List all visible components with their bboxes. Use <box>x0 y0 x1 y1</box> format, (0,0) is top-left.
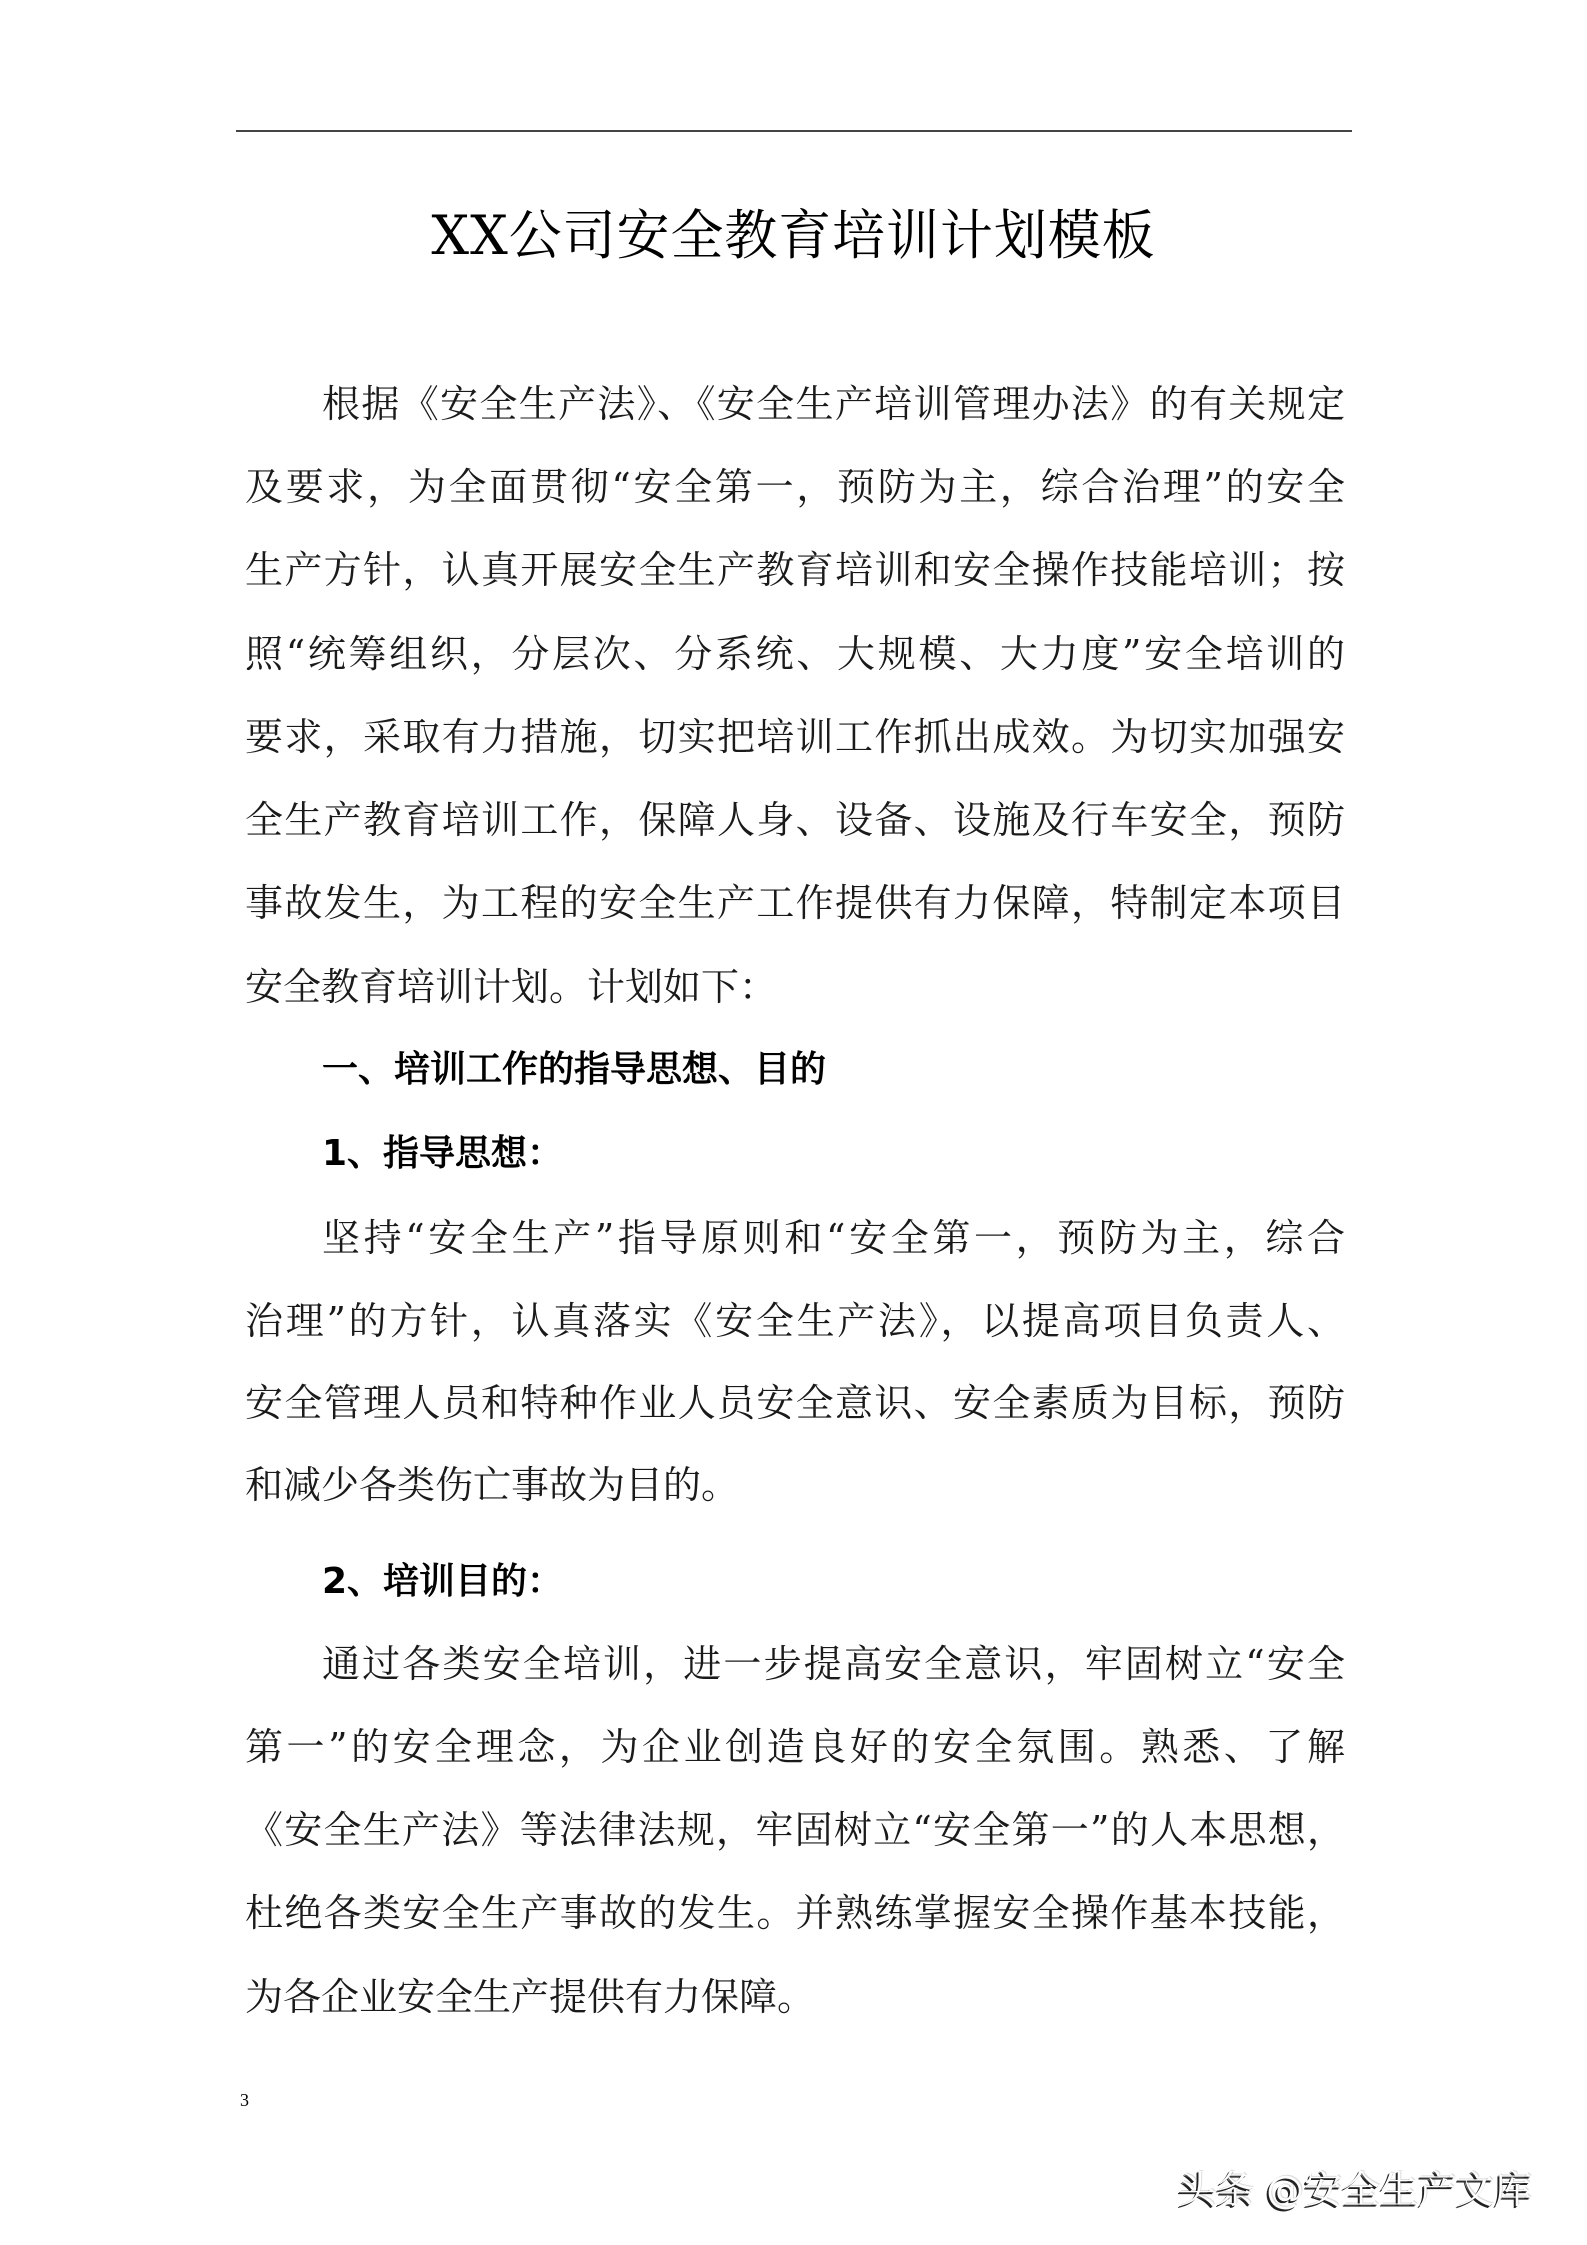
paragraph-line: 生产方针，认真开展安全生产教育培训和安全操作技能培训；按 <box>245 548 1345 592</box>
paragraph-line: 根据《安全生产法》、《安全生产培训管理办法》的有关规定 <box>322 382 1345 426</box>
section-heading: 2、培训目的： <box>322 1561 564 1602</box>
paragraph-line: 安全管理人员和特种作业人员安全意识、安全素质为目标，预防 <box>245 1381 1345 1425</box>
paragraph-line: 坚持“安全生产”指导原则和“安全第一，预防为主，综合 <box>322 1216 1345 1260</box>
paragraph-line: 《安全生产法》等法律法规，牢固树立“安全第一”的人本思想， <box>245 1808 1345 1852</box>
paragraph-line: 杜绝各类安全生产事故的发生。并熟练掌握安全操作基本技能， <box>245 1891 1345 1935</box>
section-heading: 1、指导思想： <box>322 1133 564 1174</box>
paragraph-line: 事故发生，为工程的安全生产工作提供有力保障，特制定本项目 <box>245 881 1345 925</box>
paragraph-line: 照“统筹组织，分层次、分系统、大规模、大力度”安全培训的 <box>245 632 1345 676</box>
paragraph-line: 安全教育培训计划。计划如下： <box>245 965 778 1009</box>
paragraph-line: 要求，采取有力措施，切实把培训工作抓出成效。为切实加强安 <box>245 715 1345 759</box>
paragraph-line: 通过各类安全培训，进一步提高安全意识，牢固树立“安全 <box>322 1642 1345 1686</box>
paragraph-line: 第一”的安全理念，为企业创造良好的安全氛围。熟悉、了解 <box>245 1725 1345 1769</box>
paragraph-line: 和减少各类伤亡事故为目的。 <box>245 1463 740 1507</box>
paragraph-line: 治理”的方针，认真落实《安全生产法》，以提高项目负责人、 <box>245 1299 1345 1343</box>
header-rule <box>236 130 1352 132</box>
watermark: 头条 @安全生产文库 <box>1178 2168 1533 2212</box>
paragraph-line: 全生产教育培训工作，保障人身、设备、设施及行车安全，预防 <box>245 798 1345 842</box>
section-heading: 一、培训工作的指导思想、目的 <box>322 1049 827 1090</box>
paragraph-line: 为各企业安全生产提供有力保障。 <box>245 1975 816 2019</box>
paragraph-line: 及要求，为全面贯彻“安全第一，预防为主，综合治理”的安全 <box>245 465 1345 509</box>
page-number: 3 <box>240 2090 249 2110</box>
document-title: XX公司安全教育培训计划模板 <box>431 204 1156 267</box>
